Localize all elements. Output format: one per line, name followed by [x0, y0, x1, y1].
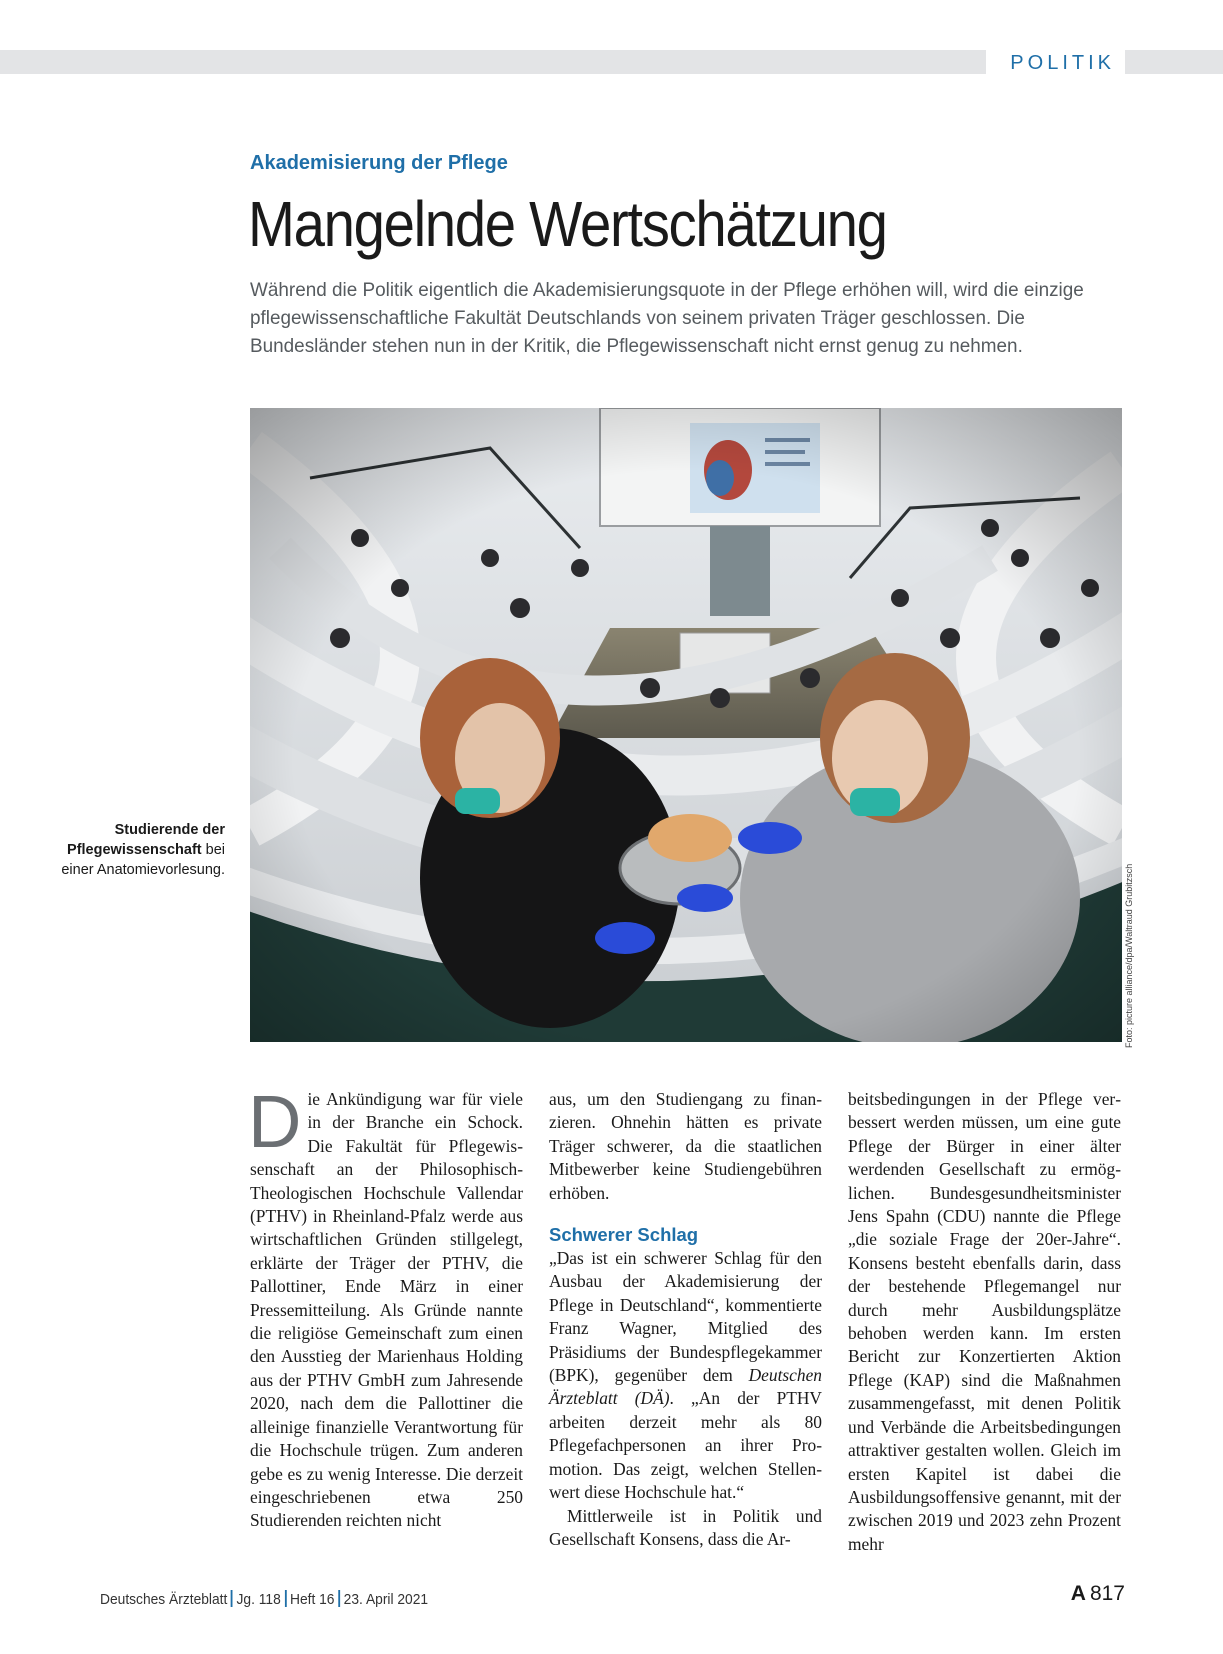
col1-text: ie Ankündigung war für viele in der Branche ein Schock. Die Fakultät für Pflegewissenschaft an der Philosophisch-Theologischen Hochschule Vallendar (PTHV) in Rheinland-Pfalz werde aus wirtschaftlichen Gründen stillgelegt, erklärte der Träger der PTHV, die Pallottiner, Ende März in einer Pressemitteilung. Als Gründe nannte die religiöse Gemeinschaft zum einen den Ausstieg der Marienhaus Holding aus der PTHV GmbH zum Jahresende 2020, nach dem die Pallottiner die alleinige finanzielle Verantwortung für die Hochschule trügen. Zum anderen gebe es zu wenig Interesse. Die derzeit eingeschriebenen etwa 250 Studierenden reichten nicht [250, 1089, 523, 1531]
body-column-1 [248, 1080, 523, 1533]
section-rubric: POLITIK [986, 50, 1125, 74]
article-kicker: Akademisierung der Pflege [250, 152, 508, 174]
quote-text-a: „Das ist ein schwerer Schlag für den Ausbau der Akademisierung der Pflege in Deutschland“, kommentierte Franz Wagner, Mitglied des Präsidiums der Bundespflegekammer (BPK), gegenüber dem [549, 1248, 822, 1386]
journal-name: Deutsches Ärzteblatt [100, 1591, 228, 1608]
article-lead: Während die Politik eigentlich die Akademisierungsquote in der Pflege erhöhen will, wird die einzige pflegewissenschaftliche Fakultät Deutschlands von seinem privaten Träger geschlossen. Die Bundesländer stehen nun in der Kritik, die Pflegewissenschaft nicht ernst genug zu nehmen. [250, 279, 1084, 357]
journal-issue: Heft 16 [289, 1591, 335, 1608]
body-paragraph [248, 1080, 523, 1533]
page-prefix: A [1070, 1582, 1086, 1605]
body-paragraph: Mittlerweile ist in Politik und Gesellschaft Konsens, dass die Ar- [549, 1505, 822, 1549]
footer-separator [231, 1590, 233, 1607]
journal-volume: Jg. 118 [236, 1591, 281, 1608]
footer-separator [338, 1590, 340, 1607]
page-number-value: 817 [1089, 1582, 1125, 1605]
article-headline: Mangelnde Wertschätzung [248, 188, 887, 260]
caption-bold: Studierende der Pflegewissenschaft [67, 822, 225, 858]
body-column-2 [549, 1088, 822, 1551]
photo-caption [60, 820, 225, 880]
page-number [1071, 1582, 1125, 1606]
caption-rest: bei einer Anatomievorlesung. [61, 842, 225, 878]
photo-credit: Foto: picture alliance/dpa/Waltraud Grubitzsch [1124, 863, 1134, 1048]
section-subheading: Schwerer Schlag [549, 1224, 699, 1246]
body-paragraph: beitsbedingungen in der Pflege verbessert werden müssen, um eine gute Pflege der Bürger in einer älter werdenden Gesellschaft zu ermöglichen. Bundesgesundheitsminister Jens Spahn (CDU) nannte die Pflege „die soziale Frage der 20er-Jahre“. Konsens besteht ebenfalls darin, dass der bestehende Pflegemangel nur durch mehr Ausbildungsplätze behoben werden kann. Im ersten Bericht zur Konzertierten Aktion Pflege (KAP) sind die Maßnahmen zusammengefasst, mit denen Politik und Verbände die Arbeitsbedingungen attraktiver gestalten wollen. Gleich im ersten Kapitel ist dabei die Ausbildungsoffensive genannt, mit der zwischen 2019 und 2023 zehn Prozent mehr [848, 1089, 1121, 1554]
lecture-hall-photo [250, 408, 1122, 1042]
quote-text-b: . „An der PTHV arbeiten derzeit mehr als 80 Pflegefachpersonen an ihrer Promotion. Das zeigt, welchen Stellenwert diese Hochschule hat.“ [549, 1388, 822, 1503]
drop-cap: D [248, 1080, 302, 1163]
body-paragraph [549, 1247, 822, 1504]
body-column-3 [848, 1088, 1121, 1556]
footer-separator [284, 1590, 286, 1607]
publication-name: Deutschen Ärzteblatt (DÄ) [549, 1365, 822, 1409]
page-footer [100, 1590, 428, 1608]
journal-date: 23. April 2021 [343, 1591, 429, 1608]
body-paragraph: aus, um den Studiengang zu finanzieren. Ohnehin hätten es private Träger schwerer, da die staatlichen Mitbewerber keine Studiengebühren erhöben. [549, 1089, 822, 1203]
